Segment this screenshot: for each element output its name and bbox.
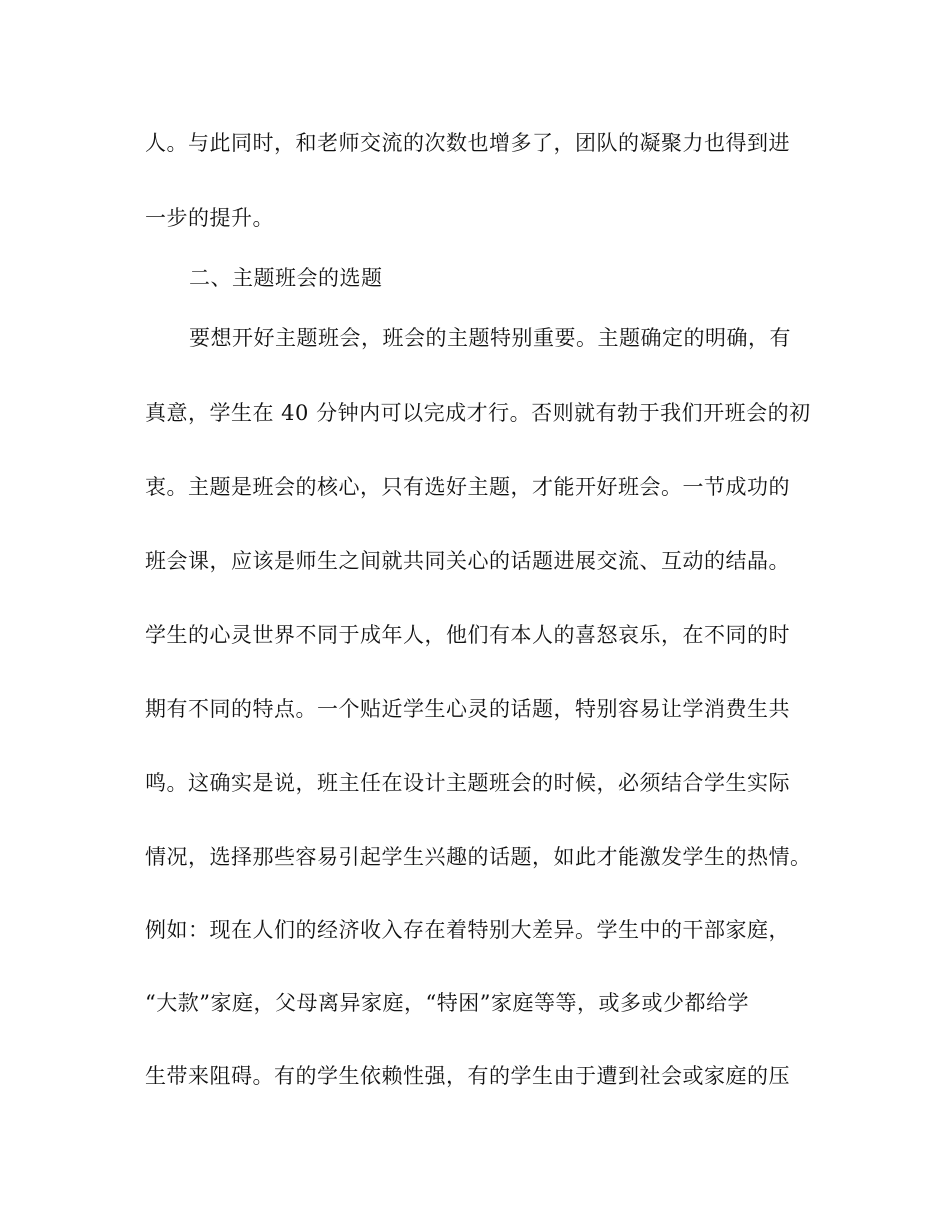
paragraph-line: 生带来阻碍。有的学生依赖性强，有的学生由于遭到社会或家庭的压 <box>145 1064 790 1088</box>
paragraph-line: 鸣。这确实是说，班主任在设计主题班会的时候，必须结合学生实际 <box>145 771 790 795</box>
paragraph-line: 班会课，应该是师生之间就共同关心的话题进展交流、互动的结晶。 <box>145 549 790 573</box>
paragraph-line: “大款”家庭，父母离异家庭，“特困”家庭等等，或多或少都给学 <box>145 991 749 1015</box>
paragraph-line: 期有不同的特点。一个贴近学生心灵的话题，特别容易让学消费生共 <box>145 697 790 721</box>
paragraph-line: 学生的心灵世界不同于成年人，他们有本人的喜怒哀乐，在不同的时 <box>145 623 790 647</box>
paragraph-line: 一步的提升。 <box>145 206 274 230</box>
paragraph-line: 衷。主题是班会的核心，只有选好主题，才能开好班会。一节成功的 <box>145 475 790 499</box>
paragraph-line: 人。与此同时，和老师交流的次数也增多了，团队的凝聚力也得到进 <box>145 131 790 155</box>
paragraph-line: 情况，选择那些容易引起学生兴趣的话题，如此才能激发学生的热情。 <box>145 845 812 869</box>
paragraph-line: 例如：现在人们的经济收入存在着特别大差异。学生中的干部家庭， <box>145 918 790 942</box>
paragraph-line: 要想开好主题班会，班会的主题特别重要。主题确定的明确，有 <box>189 326 791 350</box>
section-heading: 二、主题班会的选题 <box>189 266 383 290</box>
paragraph-line: 真意，学生在 40 分钟内可以完成才行。否则就有勃于我们开班会的初 <box>145 401 811 425</box>
